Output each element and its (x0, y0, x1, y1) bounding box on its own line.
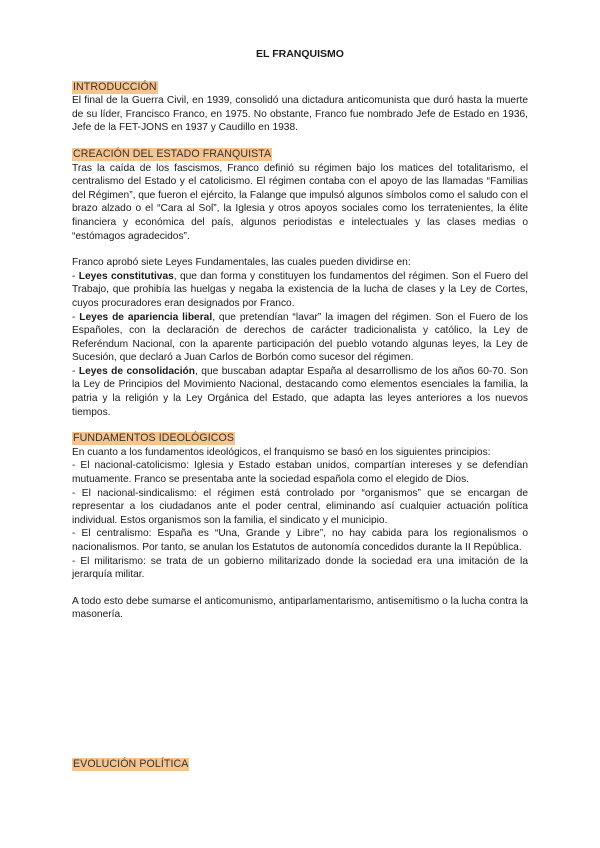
paragraph: Tras la caída de los fascismos, Franco definió su régimen bajo los matices del totalitarismo, el centralismo del Estado y el catolicismo. El régimen contaba con el apoyo de las llamadas “Familias del Régimen”, que fueron el ejército, la Falange que impulsó algunos símbolos como el saludo con el brazo alzado o el “Cara al Sol”, la Iglesia y otros apoyos sociales como los terratenientes, la élite financiera y económica del país, algunos periodistas e intelectuales y las clases medias o “estómagos agradecidos”. (72, 162, 528, 242)
section-creacion (72, 148, 528, 419)
section-heading: CREACIÓN DEL ESTADO FRANQUISTA (73, 147, 272, 160)
law-type-label: Leyes de apariencia liberal (79, 311, 213, 323)
law-type-label: Leyes de consolidación (78, 365, 196, 377)
section-heading: EVOLUCIÓN POLÍTICA (73, 758, 189, 770)
paragraph: El final de la Guerra Civil, en 1939, consolidó una dictadura anticomunista que duró hasta la muerte de su líder, Francisco Franco, en 1975. No obstante, Franco fue nombrado Jefe de Estado en 1936, Jefe de la FET-JONS en 1937 y Caudillo en 1938. (72, 95, 528, 134)
list-item-law: - Leyes de apariencia liberal, que pretendían “lavar” la imagen del régimen. Son el Fuero de los Españoles, con la declaración de derechos de carácter tradicionalista y católico, la Ley de Referéndum Nacional, con la aparente participación del pueblo votando algunas leyes, la Ley de Sucesión, que declaró a Juan Carlos de Borbón como sucesor del régimen. (72, 311, 528, 364)
list-item: - El nacional-sindicalismo: el régimen está controlado por “organismos” que se encargan de representar a los ciudadanos ante el poder central, eliminando así cualquier actuación política individual. Estos organismos son la familia, el sindicato y el municipio. (72, 487, 528, 526)
list-item: - El nacional-catolicismo: Iglesia y Estado estaban unidos, compartían intereses y se defendían mutuamente. Franco se presentaba ante la sociedad española como el elegido de Dios. (72, 460, 528, 486)
section-fundamentos (72, 432, 528, 622)
paragraph: En cuanto a los fundamentos ideológicos, el franquismo se basó en los siguientes principios: (72, 446, 491, 458)
section-evolucion (72, 758, 528, 772)
list-item-law: - Leyes de consolidación, que buscaban adaptar España al desarrollismo de los años 60-70. Son la Ley de Principios del Movimiento Nacional, destacando como elementos esenciales la familia, la patria y la religión y la Ley Orgánica del Estado, que adapta las leyes anteriores a los nuevos tiempos. (72, 365, 528, 418)
document-page (72, 48, 528, 635)
section-heading: FUNDAMENTOS IDEOLÓGICOS (73, 432, 235, 445)
document-title: EL FRANQUISMO (256, 48, 344, 60)
law-type-label: Leyes constitutivas (78, 270, 174, 282)
list-item: - El militarismo: se trata de un gobierno militarizado donde la sociedad era una imitación de la jerarquía militar. (72, 555, 528, 581)
list-item-law: - Leyes constitutivas, que dan forma y constituyen los fundamentos del régimen. Son el Fuero del Trabajo, que prohibía las huelgas y negaba la existencia de la lucha de clases y la Ley de Cortes, cuyos procuradores eran designados por Franco. (72, 270, 528, 309)
paragraph-closing: A todo esto debe sumarse el anticomunismo, antiparlamentarismo, antisemitismo o la lucha contra la masonería. (72, 595, 528, 621)
section-heading: INTRODUCCIÓN (73, 80, 157, 93)
section-introduccion (72, 81, 528, 135)
paragraph-laws-intro: Franco aprobó siete Leyes Fundamentales, las cuales pueden dividirse en: (72, 257, 411, 269)
list-item: - El centralismo: España es “Una, Grande y Libre”, no hay cabida para los regionalismos o nacionalismos. Por tanto, se anulan los Estatutos de autonomía concedidos durante la II República. (72, 528, 528, 553)
